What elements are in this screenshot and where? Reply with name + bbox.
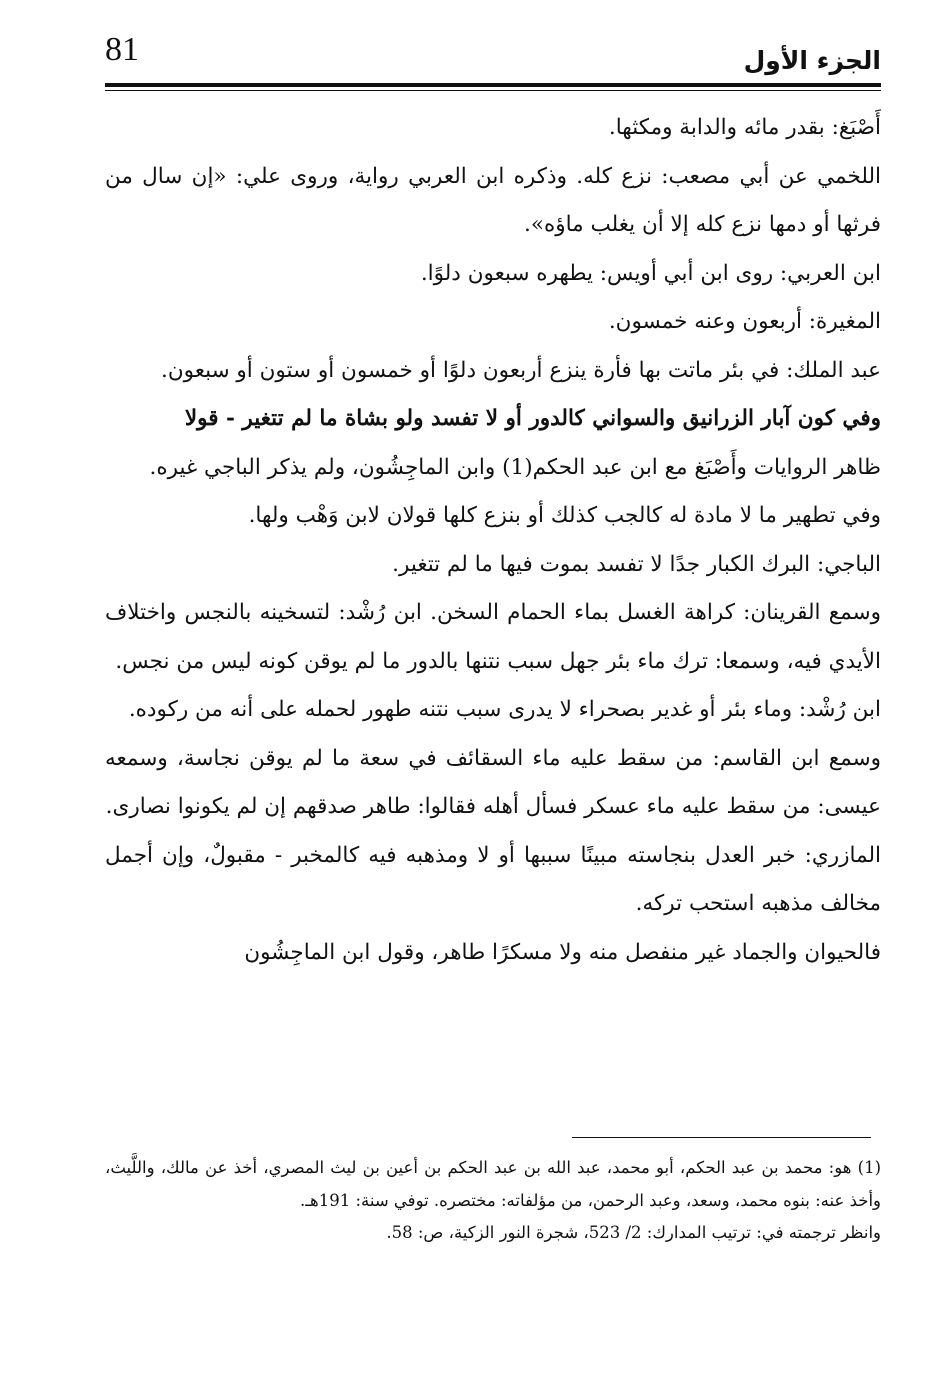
paragraph: المازري: خبر العدل بنجاسته مبينًا سببها أو لا ومذهبه فيه كالمخبر - مقبولٌ، وإن أجمل مخالف مذهبه استحب تركه. bbox=[105, 842, 881, 916]
paragraph: اللخمي عن أبي مصعب: نزع كله. وذكره ابن العربي رواية، وروى علي: «إن سال من فرثها أو دمها نزع كله إلا أن يغلب ماؤه». bbox=[105, 163, 881, 237]
paragraph: أَصْبَغ: بقدر مائه والدابة ومكثها. bbox=[608, 115, 881, 140]
paragraph: وسمع ابن القاسم: من سقط عليه ماء السقائف في سعة ما لم يوقن نجاسة، وسمعه عيسى: من سقط عليه ماء عسكر فسأل أهله فقالوا: طاهر صدقهم إن لم يكونوا نصارى. bbox=[105, 745, 881, 819]
paragraph: الباجي: البرك الكبار جدًا لا تفسد بموت فيها ما لم تتغير. bbox=[392, 551, 881, 577]
paragraph: ابن رُشْد: وماء بئر أو غدير بصحراء لا يدرى سبب نتنه طهور لحمله على أنه من ركوده. bbox=[128, 697, 881, 722]
footnote-rule bbox=[572, 1137, 871, 1138]
footnote: (1) هو: محمد بن عبد الحكم، أبو محمد، عبد الله بن عبد الحكم بن أعين بن ليث المصري، أخذ عن مالك، واللَّيث، وأخذ عنه: بنوه محمد، وسعد، وعبد الرحمن، من مؤلفاته: مختصره. توفي سنة: 191هـ. bbox=[105, 1158, 881, 1210]
header-rule-thin bbox=[105, 90, 881, 91]
paragraph: ابن العربي: روى ابن أبي أويس: يطهره سبعون دلوًا. bbox=[420, 260, 881, 286]
paragraph-bold: وفي كون آبار الزرانيق والسواني كالدور أو لا تفسد ولو بشاة ما لم تتغير - قولا bbox=[184, 406, 881, 431]
page-number: 81 bbox=[105, 31, 139, 68]
footnote-reference: وانظر ترجمته في: ترتيب المدارك: 2/ 523، شجرة النور الزكية، ص: 58. bbox=[386, 1223, 881, 1242]
header-rule-thick bbox=[105, 83, 881, 87]
footnotes bbox=[105, 1152, 881, 1250]
paragraph: المغيرة: أربعون وعنه خمسون. bbox=[608, 309, 881, 334]
paragraph: ظاهر الروايات وأَصْبَغ مع ابن عبد الحكم(1) وابن الماجِشُون، ولم يذكر الباجي غيره. bbox=[149, 454, 881, 480]
body-text bbox=[105, 104, 881, 977]
running-title: الجزء الأول bbox=[743, 46, 881, 75]
paragraph: وسمع القرينان: كراهة الغسل بماء الحمام السخن. ابن رُشْد: لتسخينه بالنجس واختلاف الأيدي فيه، وسمعا: ترك ماء بئر جهل سبب نتنها بالدور ما لم يوقن كونه ليس من نجس. bbox=[105, 600, 881, 674]
paragraph: وفي تطهير ما لا مادة له كالجب كذلك أو بنزع كلها قولان لابن وَهْب ولها. bbox=[248, 503, 881, 528]
paragraph: عبد الملك: في بئر ماتت بها فأرة ينزع أربعون دلوًا أو خمسون أو ستون أو سبعون. bbox=[160, 357, 881, 383]
paragraph: فالحيوان والجماد غير منفصل منه ولا مسكرًا طاهر، وقول ابن الماجِشُون bbox=[244, 939, 881, 965]
